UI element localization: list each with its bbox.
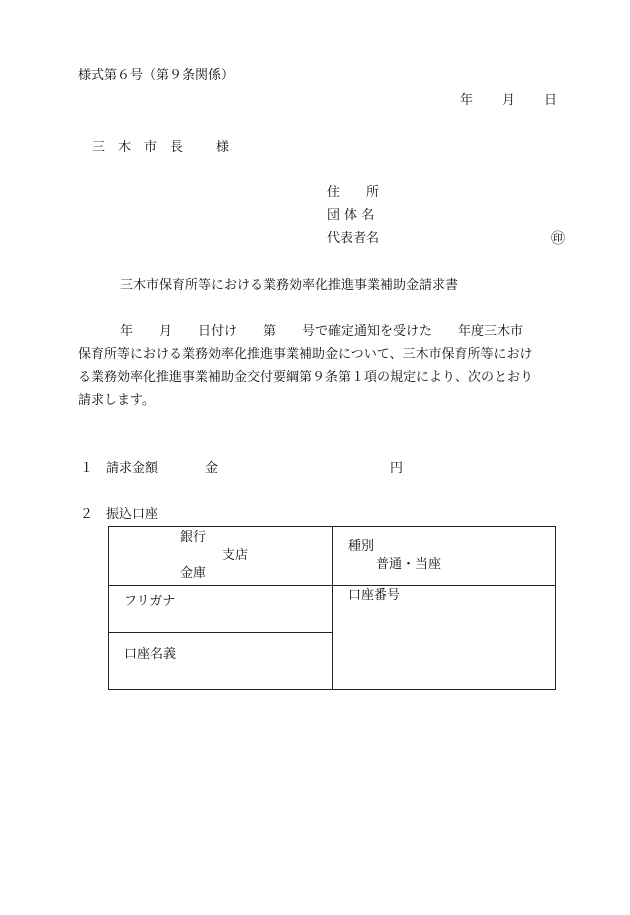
kinko-label: 金庫 [180,566,207,581]
account-number-label: 口座番号 [348,588,401,603]
account-type-value: 普通・当座 [376,557,442,572]
item2-label: 振込口座 [106,507,159,522]
branch-label: 支店 [222,548,249,563]
representative-label: 代表者名 [327,231,380,246]
form-number: 様式第６号（第９条関係） [78,68,235,83]
table-divider-name [108,632,333,633]
date-year-label: 年 [460,93,474,108]
addressee-name: 三 木 市 長 [92,140,184,155]
table-divider-vertical [332,526,333,690]
item1-label: 請求金額 [106,461,159,476]
item1-number: １ [80,461,94,476]
body-line-2: 保育所等における業務効率化推進事業補助金について、三木市保育所等におけ [78,347,533,362]
seal-mark: ㊞ [551,231,565,247]
address-label: 住 所 [327,185,380,200]
body-line-3: る業務効率化推進事業補助金交付要綱第９条第１項の規定により、次のとおり [78,370,534,385]
document-title: 三木市保育所等における業務効率化推進事業補助金請求書 [120,278,459,293]
bank-label: 銀行 [180,530,207,545]
date-month-label: 月 [502,93,516,108]
account-type-label: 種別 [348,539,375,554]
body-line-4: 請求します。 [78,393,155,408]
table-divider-horizontal [108,585,556,586]
item1-kin: 金 [205,461,219,476]
account-holder-label: 口座名義 [124,647,177,662]
addressee-honorific: 様 [216,140,230,155]
item1-yen: 円 [390,461,404,476]
furigana-label: フリガナ [124,594,176,609]
item2-number: ２ [80,507,94,522]
date-day-label: 日 [544,93,558,108]
organization-label: 団 体 名 [327,208,375,223]
body-line-1: 年 月 日付け 第 号で確定通知を受けた 年度三木市 [120,324,524,339]
